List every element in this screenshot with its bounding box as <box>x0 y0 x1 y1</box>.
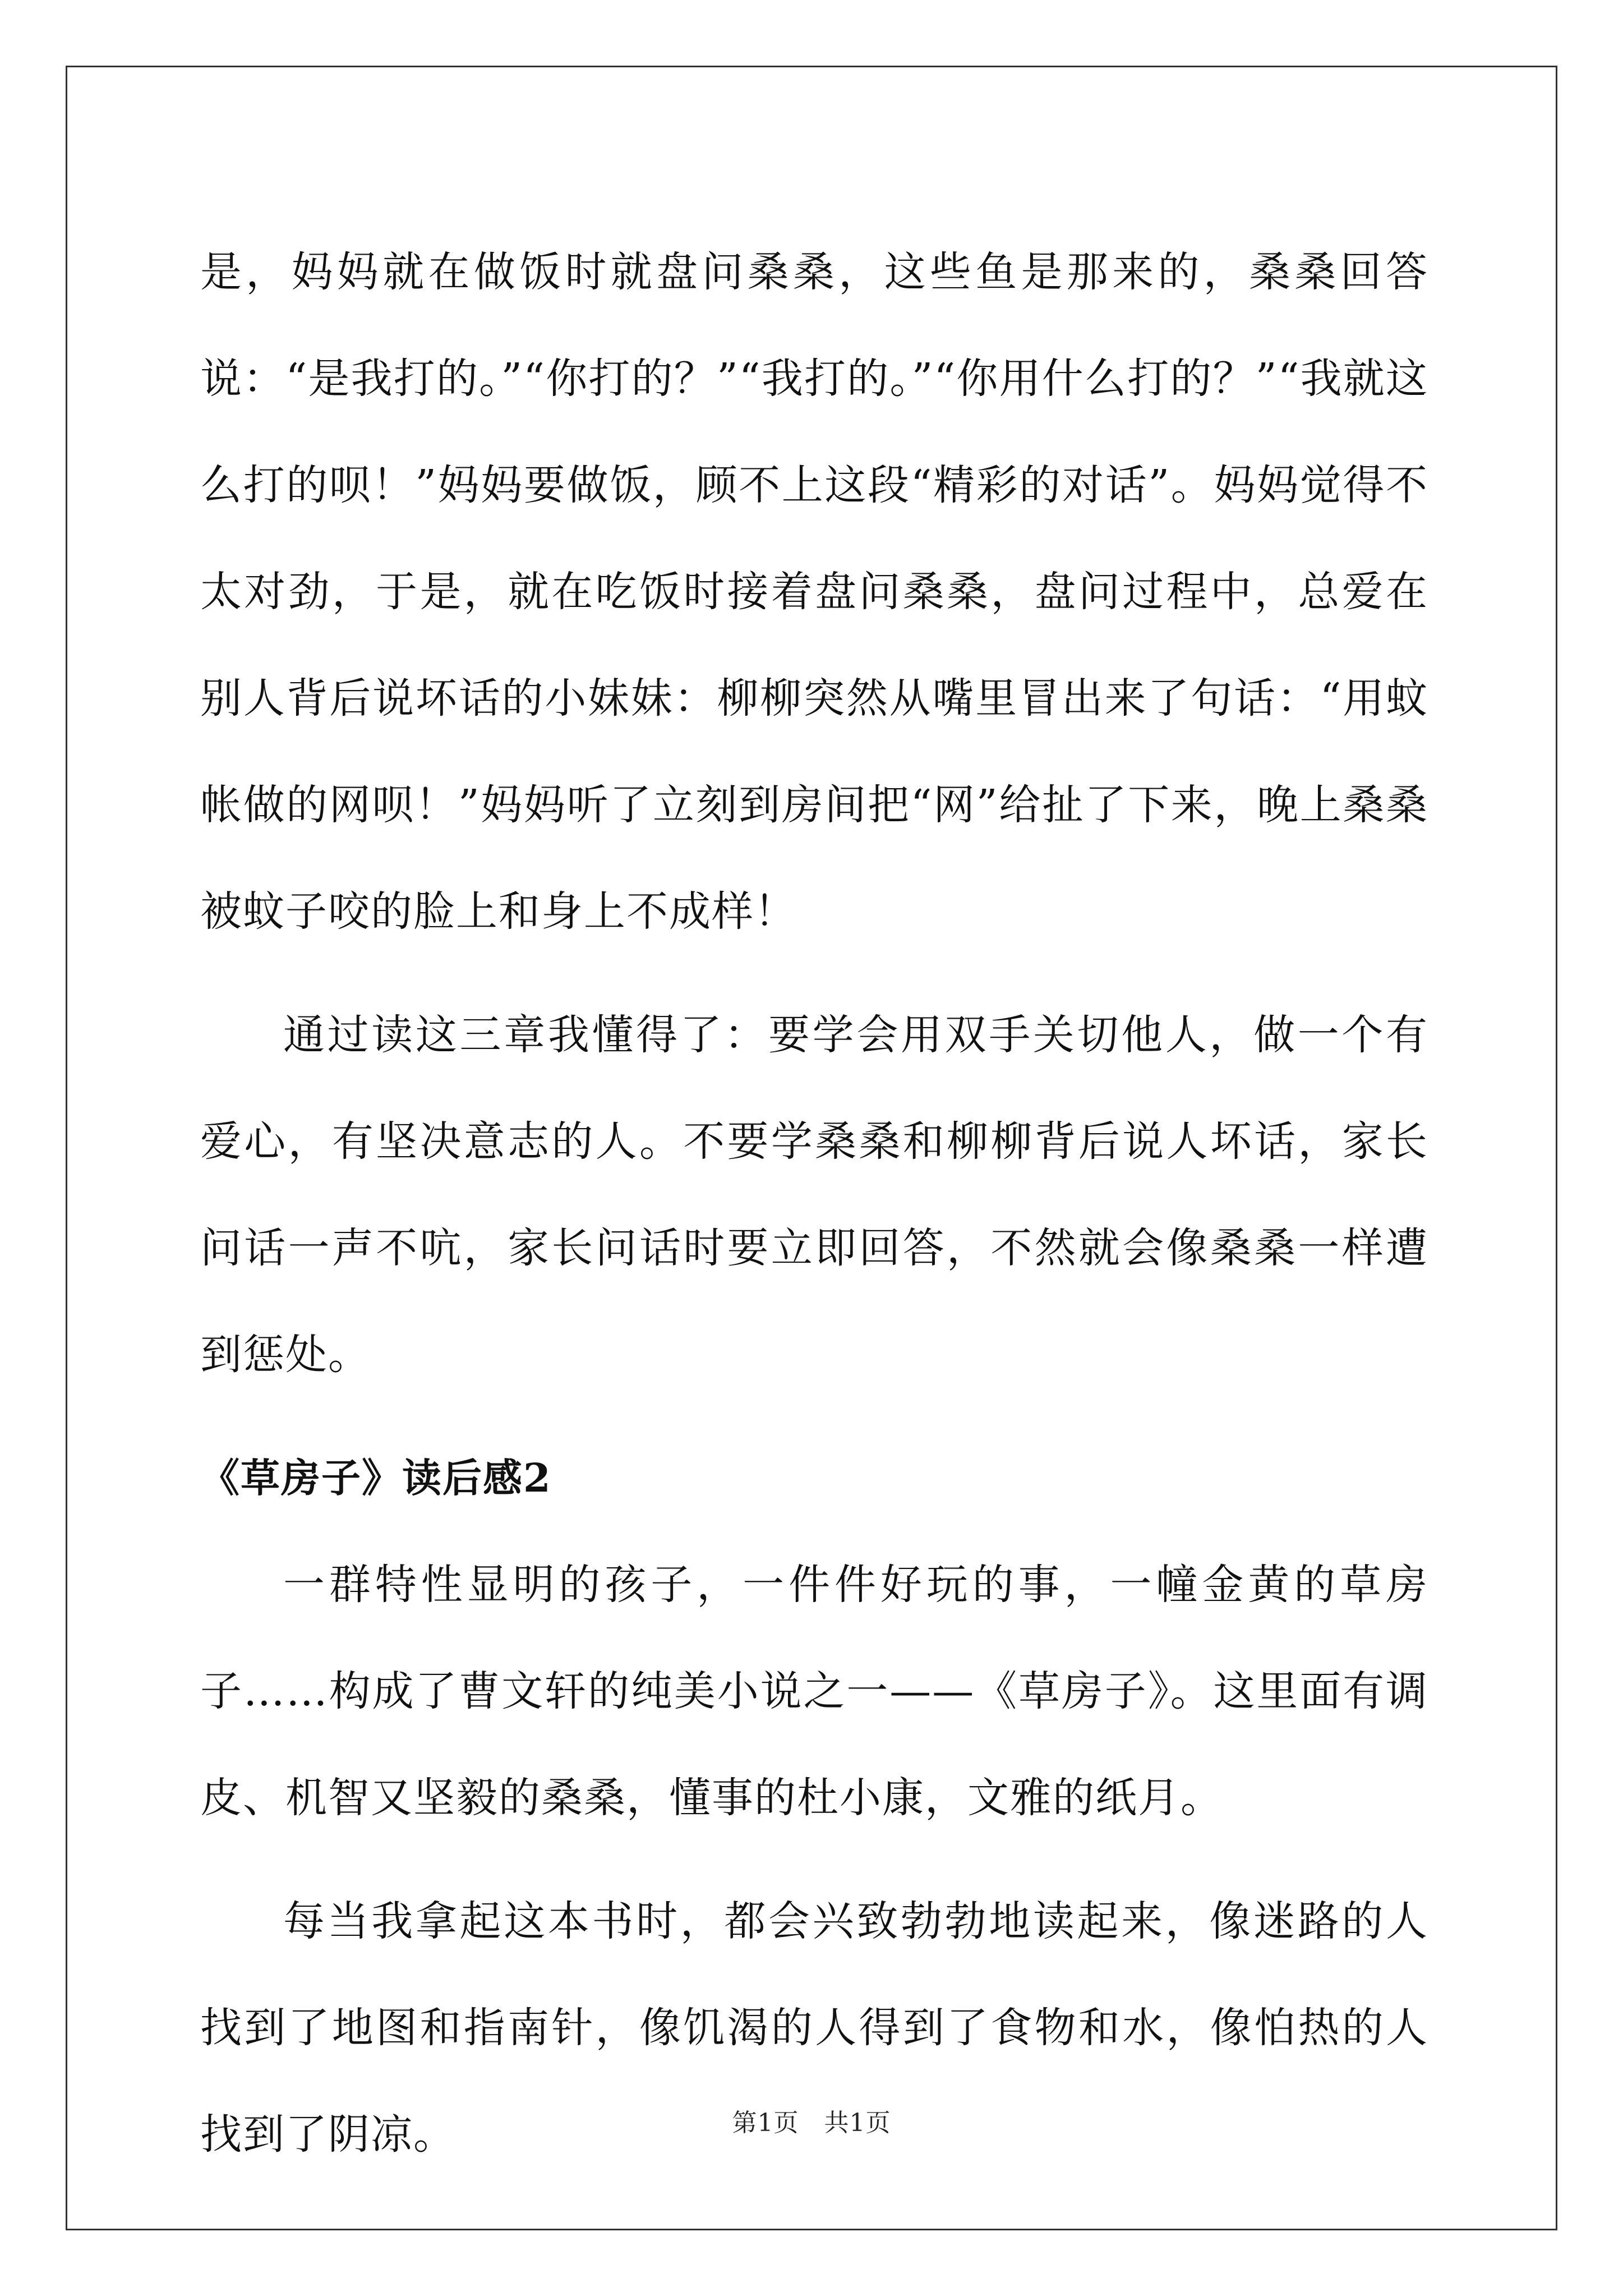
page-number-footer: 第1页 共1页 <box>732 2109 891 2137</box>
paragraph-reading: 每当我拿起这本书时，都会兴致勃勃地读起来，像迷路的人找到了地图和指南针，像饥渴的人得到了食物和水，像怕热的人找到了阴凉。 <box>200 1897 1428 2159</box>
document-body <box>200 219 1428 2205</box>
paragraph-intro: 一群特性显明的孩子，一件件好玩的事，一幢金黄的草房子……构成了曹文轩的纯美小说之一——《草房子》。这里面有调皮、机智又坚毅的桑桑，懂事的杜小康，文雅的纸月。 <box>200 1561 1428 1822</box>
section-title: 《草房子》读后感2 <box>200 1455 552 1501</box>
paragraph-reflection: 通过读这三章我懂得了：要学会用双手关切他人，做一个有爱心，有坚决意志的人。不要学桑桑和柳柳背后说人坏话，家长问话一声不吭，家长问话时要立即回答，不然就会像桑桑一样遭到惩处。 <box>200 1011 1428 1379</box>
paragraph-continuation: 是，妈妈就在做饭时就盘问桑桑，这些鱼是那来的，桑桑回答说：“是我打的。”“你打的？”“我打的。”“你用什么打的？”“我就这么打的呗！”妈妈要做饭，顾不上这段“精彩的对话”。妈妈觉得不太对劲，于是，就在吃饭时接着盘问桑桑，盘问过程中，总爱在别人背后说坏话的小妹妹：柳柳突然从嘴里冒出来了句话：“用蚊帐做的网呗！”妈妈听了立刻到房间把“网”给扯了下来，晚上桑桑被蚊子咬的脸上和身上不成样！ <box>200 248 1428 936</box>
